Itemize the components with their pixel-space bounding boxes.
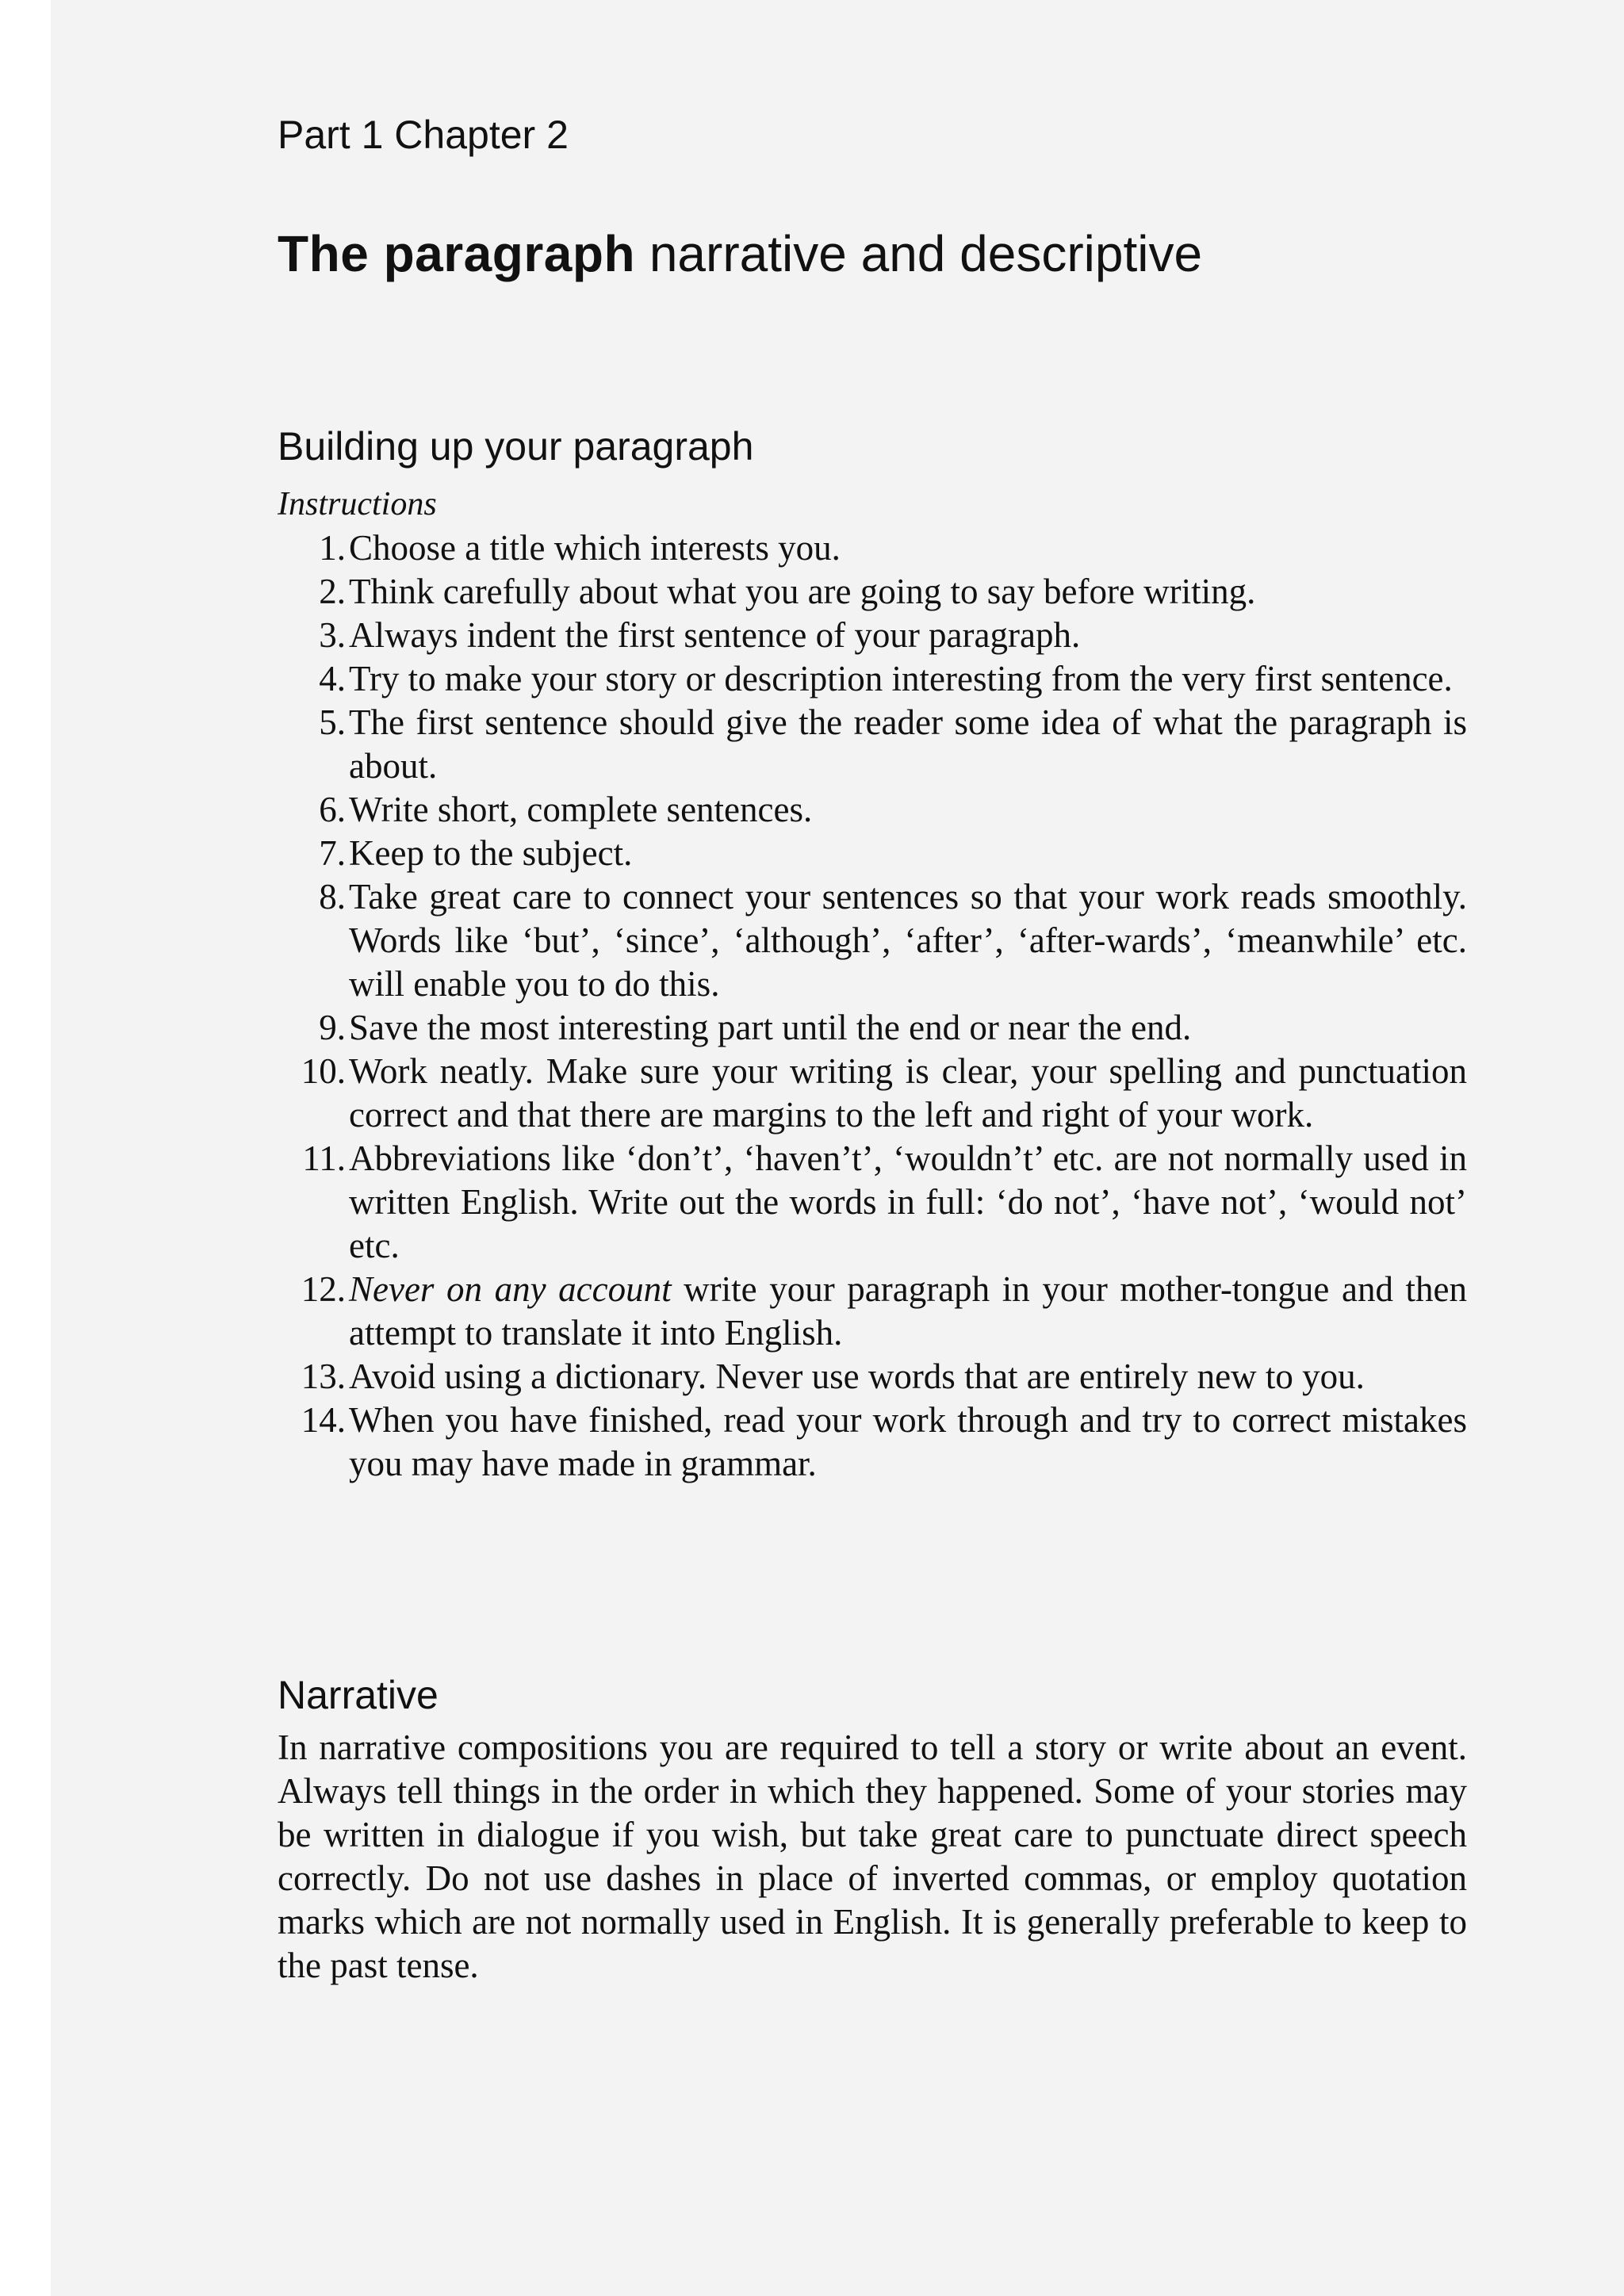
instructions-label: Instructions	[278, 486, 437, 522]
chapter-title-rest: narrative and descriptive	[635, 225, 1203, 282]
list-item-emphasis: Never on any account	[349, 1269, 672, 1309]
list-item-text: write your paragraph in your mother-tongue and then attempt to translate it into English.	[349, 1269, 1468, 1353]
list-item-number: 7.	[319, 833, 346, 873]
book-page	[51, 0, 1624, 2296]
list-item	[278, 1355, 1467, 1399]
list-item	[278, 570, 1467, 614]
list-item-text: Try to make your story or description interesting from the very first sentence.	[349, 659, 1453, 698]
list-item-number: 4.	[319, 659, 346, 698]
instructions-list	[278, 526, 1467, 1486]
list-item	[278, 701, 1467, 788]
list-item-text: When you have finished, read your work through and try to correct mistakes you may have made in grammar.	[349, 1400, 1467, 1483]
list-item-number: 12.	[301, 1269, 346, 1309]
list-item-number: 6.	[319, 790, 346, 829]
list-item-number: 13.	[301, 1357, 346, 1396]
list-item-text: Take great care to connect your sentences so that your work reads smoothly. Words like ‘but’, ‘since’, ‘although’, ‘after’, ‘after-wards’, ‘meanwhile’ etc. will enable you to do this.	[349, 877, 1467, 1004]
list-item-text: Keep to the subject.	[349, 833, 633, 873]
section-heading-narrative: Narrative	[278, 1673, 439, 1717]
list-item	[278, 526, 1467, 570]
list-item	[278, 1137, 1467, 1268]
list-item	[278, 832, 1467, 875]
list-item-number: 9.	[319, 1008, 346, 1047]
list-item-text: Write short, complete sentences.	[349, 790, 813, 829]
list-item-number: 5.	[319, 702, 346, 742]
list-item-number: 1.	[319, 528, 346, 568]
section-heading-building: Building up your paragraph	[278, 424, 754, 469]
narrative-paragraph: In narrative compositions you are required to tell a story or write about an event. Always tell things in the order in which they happened. Some of your stories may be written in dialogue if you wish, but take great care to punctuate direct speech correctly. Do not use dashes in place of inverted commas, or employ quotation marks which are not normally used in English. It is generally preferable to keep to the past tense.	[278, 1728, 1467, 1985]
list-item-text: Choose a title which interests you.	[349, 528, 841, 568]
list-item-text: Abbreviations like ‘don’t’, ‘haven’t’, ‘wouldn’t’ etc. are not normally used in written English. Write out the words in full: ‘do not’, ‘have not’, ‘would not’ etc.	[349, 1138, 1467, 1265]
list-item	[278, 1268, 1467, 1355]
list-item	[278, 1050, 1467, 1137]
list-item-text: Always indent the first sentence of your paragraph.	[349, 615, 1081, 655]
list-item-text: Avoid using a dictionary. Never use words that are entirely new to you.	[349, 1357, 1365, 1396]
list-item-text: Work neatly. Make sure your writing is clear, your spelling and punctuation correct and that there are margins to the left and right of your work.	[349, 1051, 1467, 1135]
list-item-number: 14.	[301, 1400, 346, 1440]
list-item	[278, 875, 1467, 1006]
list-item	[278, 657, 1467, 701]
list-item-number: 10.	[301, 1051, 346, 1091]
list-item-text: The first sentence should give the reader some idea of what the paragraph is about.	[349, 702, 1467, 786]
list-item-number: 2.	[319, 572, 346, 611]
list-item-text: Save the most interesting part until the end or near the end.	[349, 1008, 1192, 1047]
part-chapter-header: Part 1 Chapter 2	[278, 113, 569, 157]
list-item-text: Think carefully about what you are going to say before writing.	[349, 572, 1256, 611]
list-item-number: 3.	[319, 615, 346, 655]
chapter-title	[278, 220, 1202, 288]
list-item-number: 11.	[302, 1138, 346, 1178]
list-item	[278, 1399, 1467, 1486]
list-item	[278, 614, 1467, 657]
list-item-number: 8.	[319, 877, 346, 916]
list-item	[278, 788, 1467, 832]
chapter-title-bold: The paragraph	[278, 225, 636, 282]
list-item	[278, 1006, 1467, 1050]
